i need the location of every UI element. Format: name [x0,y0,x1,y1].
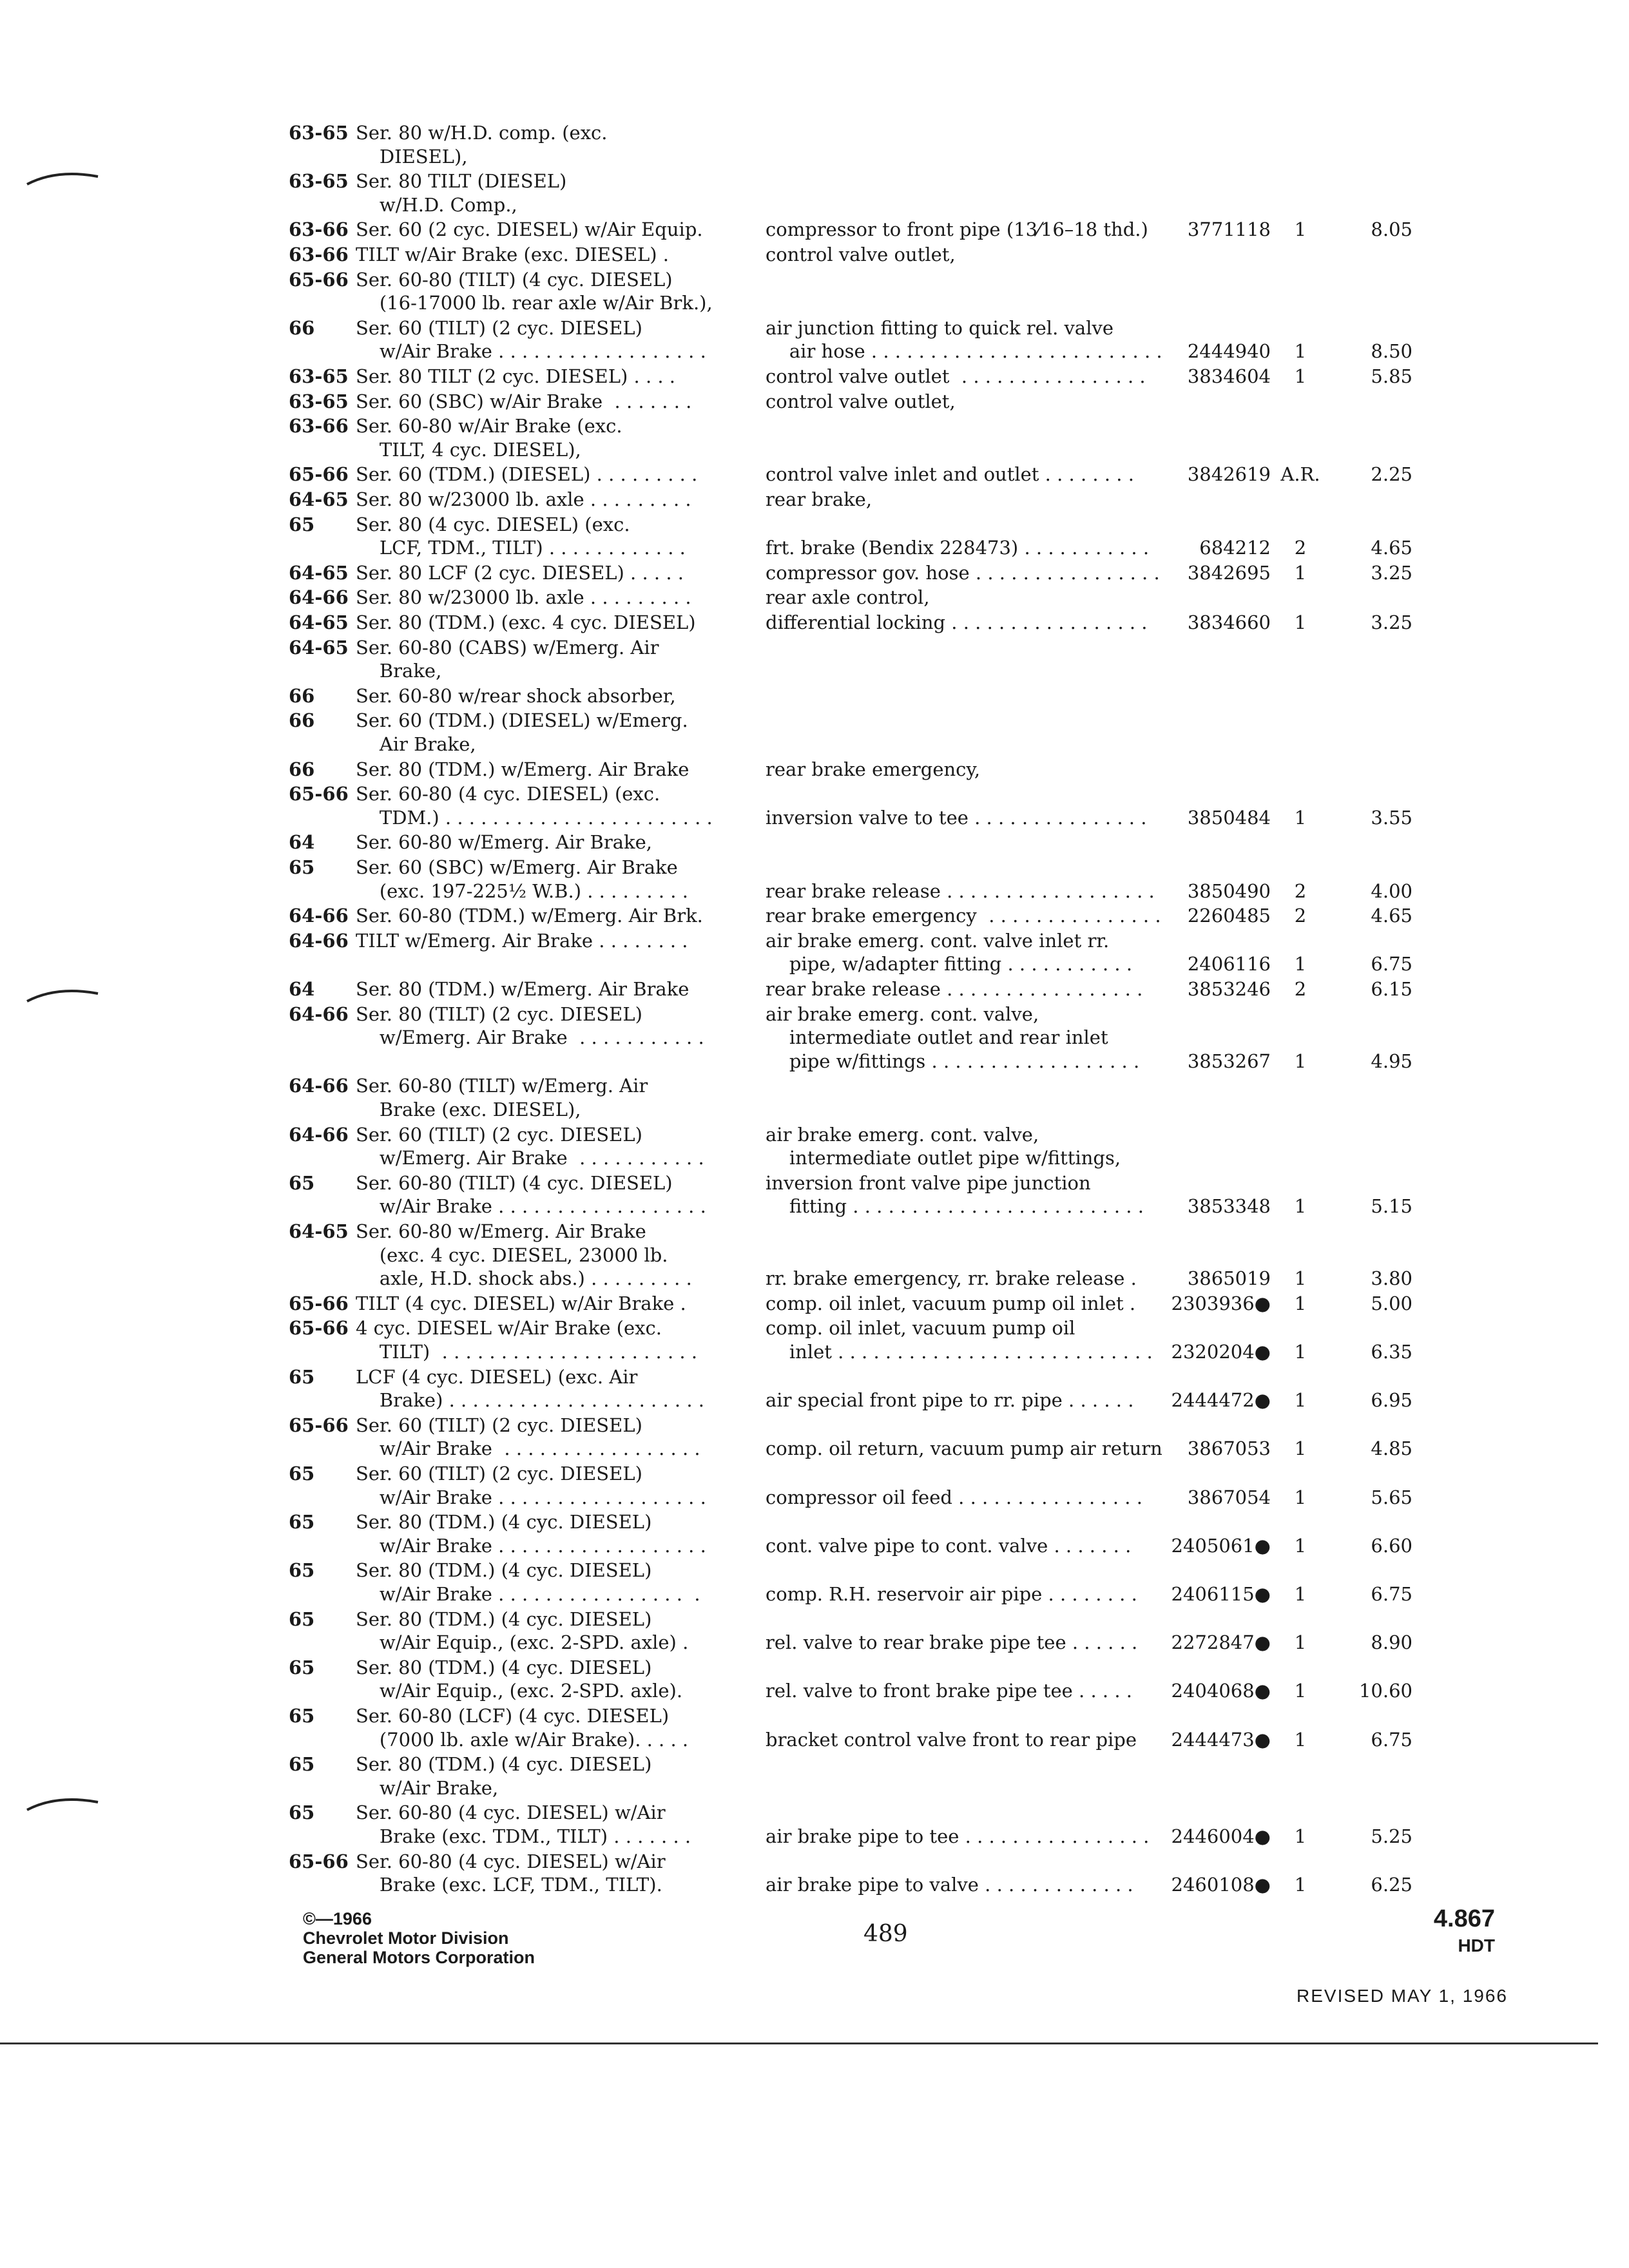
row-part-number: 2444472● [1171,1389,1271,1412]
row-year: 65 [289,856,315,878]
row-model: Ser. 60-80 w/Emerg. Air Brake [356,1220,646,1242]
row-model: Brake (exc. LCF, TDM., TILT). [356,1874,662,1896]
row-part-number: 3850490 [1187,879,1271,902]
row-year: 65 [289,1511,315,1533]
row-description: rear axle control, [766,586,930,609]
row-model: Ser. 60-80 (LCF) (4 cyc. DIESEL) [356,1705,670,1727]
row-model: Ser. 60-80 (CABS) w/Emerg. Air [356,636,659,658]
row-part-number: 2405061● [1171,1534,1271,1557]
row-model: DIESEL), [356,145,468,168]
row-model: w/Air Brake . . . . . . . . . . . . . . . . . . [356,340,706,363]
row-description: air brake emerg. cont. valve, [766,1003,1039,1025]
row-model: Ser. 60-80 (4 cyc. DIESEL) (exc. [356,783,660,805]
row-description: control valve inlet and outlet . . . . . . . . [766,463,1134,486]
row-model: Ser. 80 (TDM.) (4 cyc. DIESEL) [356,1511,652,1533]
row-year: 64-66 [289,1075,349,1097]
row-model: w/Air Brake . . . . . . . . . . . . . . . . . . [356,1534,706,1557]
row-description: rear brake emergency, [766,758,981,780]
row-model: w/H.D. Comp., [356,193,517,216]
page-code-sub: HDT [1458,1936,1495,1956]
row-model: w/Air Brake . . . . . . . . . . . . . . . . . [356,1583,700,1605]
row-description: rear brake, [766,488,872,510]
row-part-number: 2303936● [1171,1292,1271,1314]
row-part-number: 3865019 [1187,1267,1271,1290]
row-model: axle, H.D. shock abs.) . . . . . . . . . [356,1267,692,1290]
row-price: 3.25 [1371,561,1412,584]
row-description: inlet . . . . . . . . . . . . . . . . . . . . . . . . . . . [766,1341,1153,1363]
row-quantity: 1 [1294,1874,1307,1896]
row-year: 64 [289,978,315,1000]
row-year: 63-65 [289,170,349,193]
row-year: 64 [289,831,315,854]
row-part-number: 2404068● [1171,1680,1271,1702]
row-model: Ser. 80 (TDM.) (exc. 4 cyc. DIESEL) [356,611,696,633]
row-model: Air Brake, [356,733,476,755]
row-model: Brake (exc. TDM., TILT) . . . . . . . [356,1825,691,1847]
row-quantity: 1 [1294,611,1307,633]
row-price: 10.60 [1358,1680,1412,1702]
binder-mark-icon [24,169,101,188]
row-description: bracket control valve front to rear pipe [766,1728,1137,1751]
row-model: w/Air Brake, [356,1776,499,1799]
row-quantity: 1 [1294,1292,1307,1314]
row-part-number: 2272847● [1171,1631,1271,1654]
row-price: 8.05 [1371,218,1412,241]
row-model: Ser. 60 (TDM.) (DIESEL) w/Emerg. [356,709,688,732]
row-part-number: 2320204● [1171,1341,1271,1363]
row-model: (exc. 4 cyc. DIESEL, 23000 lb. [356,1244,668,1266]
row-price: 4.95 [1371,1050,1412,1072]
row-model: Ser. 60-80 (TILT) (4 cyc. DIESEL) [356,1171,673,1194]
row-quantity: 1 [1294,1195,1307,1218]
row-description: intermediate outlet and rear inlet [766,1026,1108,1049]
row-description: differential locking . . . . . . . . . . . . . . . . . [766,611,1148,633]
row-model: Ser. 80 (TDM.) (4 cyc. DIESEL) [356,1559,652,1582]
row-quantity: 1 [1294,218,1307,241]
row-quantity: 1 [1294,1680,1307,1702]
row-description: air hose . . . . . . . . . . . . . . . . . . . . . . . . . [766,340,1162,363]
row-quantity: 1 [1294,953,1307,975]
row-model: (16-17000 lb. rear axle w/Air Brk.), [356,292,713,314]
row-model: LCF (4 cyc. DIESEL) (exc. Air [356,1365,638,1388]
row-model: Ser. 60-80 w/Air Brake (exc. [356,415,622,437]
row-quantity: 1 [1294,1534,1307,1557]
row-price: 5.15 [1371,1195,1412,1218]
row-model: Ser. 80 LCF (2 cyc. DIESEL) . . . . . [356,561,684,584]
binder-mark-icon [24,1794,101,1814]
row-part-number: 3867054 [1187,1486,1271,1508]
row-description: comp. oil return, vacuum pump air return [766,1437,1162,1460]
row-quantity: 1 [1294,1341,1307,1363]
row-year: 64-65 [289,1220,349,1242]
row-year: 65 [289,1656,315,1678]
row-part-number: 3853267 [1187,1050,1271,1072]
row-year: 65 [289,1802,315,1824]
row-year: 65 [289,1705,315,1727]
row-model: Brake (exc. DIESEL), [356,1099,581,1120]
row-price: 5.00 [1371,1292,1412,1314]
row-model: TDM.) . . . . . . . . . . . . . . . . . . . . . . . [356,806,713,829]
row-model: Ser. 80 TILT (2 cyc. DIESEL) . . . . [356,365,676,387]
row-part-number: 684212 [1199,537,1271,559]
row-quantity: 1 [1294,1486,1307,1508]
row-price: 6.25 [1371,1874,1412,1896]
row-year: 63-66 [289,415,349,437]
row-model: Ser. 80 (TDM.) (4 cyc. DIESEL) [356,1656,652,1678]
row-model: (exc. 197-225½ W.B.) . . . . . . . . . [356,879,688,902]
row-model: TILT w/Emerg. Air Brake . . . . . . . . [356,929,688,952]
row-year: 65-66 [289,463,349,486]
row-quantity: 1 [1294,1267,1307,1290]
row-model: Ser. 60-80 (TDM.) w/Emerg. Air Brk. [356,905,703,927]
row-description: compressor oil feed . . . . . . . . . . . . . . . . [766,1486,1142,1508]
row-quantity: 1 [1294,1728,1307,1751]
row-description: air special front pipe to rr. pipe . . . . . . [766,1389,1134,1412]
row-year: 65 [289,1171,315,1194]
row-year: 65-66 [289,1292,349,1314]
row-part-number: 2446004● [1171,1825,1271,1847]
row-model: TILT w/Air Brake (exc. DIESEL) . [356,244,669,265]
row-year: 63-65 [289,122,349,144]
row-quantity: 1 [1294,1050,1307,1072]
row-year: 65-66 [289,783,349,805]
row-description: control valve outlet, [766,244,956,265]
row-year: 65 [289,1463,315,1485]
row-part-number: 2260485 [1187,905,1271,927]
row-model: Ser. 80 (TDM.) w/Emerg. Air Brake [356,978,689,1000]
row-part-number: 3842619 [1187,463,1271,486]
revision-date: REVISED MAY 1, 1966 [1296,1986,1508,2006]
row-price: 3.55 [1371,806,1412,829]
row-year: 63-66 [289,218,349,241]
row-price: 6.15 [1371,978,1412,1000]
row-price: 4.65 [1371,905,1412,927]
row-year: 64-66 [289,929,349,952]
row-part-number: 2444473● [1171,1728,1271,1751]
row-model: Ser. 60 (TDM.) (DIESEL) . . . . . . . . . [356,463,698,486]
row-description: air brake emerg. cont. valve inlet rr. [766,929,1110,952]
row-year: 65-66 [289,268,349,291]
row-model: w/Air Brake . . . . . . . . . . . . . . . . . [356,1437,700,1460]
row-year: 65 [289,1753,315,1776]
page-code: 4.867 [1433,1905,1495,1932]
row-quantity: 2 [1294,537,1307,559]
company-division: Chevrolet Motor Division [303,1928,509,1948]
row-model: Ser. 80 (TDM.) (4 cyc. DIESEL) [356,1608,652,1630]
row-model: Ser. 60-80 (TILT) w/Emerg. Air [356,1075,648,1097]
row-description: frt. brake (Bendix 228473) . . . . . . . . . . . [766,537,1150,559]
row-model: Ser. 60 (TILT) (2 cyc. DIESEL) [356,1463,642,1485]
row-year: 64-66 [289,905,349,927]
row-part-number: 2406116 [1187,953,1271,975]
row-part-number: 2460108● [1171,1874,1271,1896]
row-year: 65-66 [289,1850,349,1872]
row-year: 64-65 [289,561,349,584]
row-description: air brake pipe to tee . . . . . . . . . . . . . . . . [766,1825,1150,1847]
row-year: 65 [289,1365,315,1388]
row-year: 64-66 [289,586,349,609]
row-year: 65-66 [289,1414,349,1436]
row-part-number: 3853246 [1187,978,1271,1000]
row-description: fitting . . . . . . . . . . . . . . . . . . . . . . . . . [766,1195,1144,1218]
row-model: Ser. 80 (TDM.) (4 cyc. DIESEL) [356,1753,652,1776]
row-description: rr. brake emergency, rr. brake release . [766,1267,1137,1290]
row-quantity: 1 [1294,365,1307,387]
row-year: 65 [289,1559,315,1582]
row-model: LCF, TDM., TILT) . . . . . . . . . . . . [356,537,686,559]
row-part-number: 3834660 [1187,611,1271,633]
row-quantity: 2 [1294,879,1307,902]
row-price: 6.75 [1371,953,1412,975]
row-year: 63-65 [289,365,349,387]
row-description: control valve outlet, [766,390,956,412]
row-year: 66 [289,684,315,707]
row-price: 4.85 [1371,1437,1412,1460]
row-description: rear brake release . . . . . . . . . . . . . . . . . . [766,879,1155,902]
row-model: Ser. 80 (TILT) (2 cyc. DIESEL) [356,1003,642,1025]
row-year: 66 [289,316,315,339]
row-description: inversion valve to tee . . . . . . . . . . . . . . . [766,806,1147,829]
row-price: 8.50 [1371,340,1412,363]
row-part-number: 3771118 [1187,218,1271,241]
row-part-number: 3867053 [1187,1437,1271,1460]
row-price: 6.75 [1371,1728,1412,1751]
row-description: air brake pipe to valve . . . . . . . . . . . . . [766,1874,1133,1896]
binder-mark-icon [24,986,101,1005]
row-description: rel. valve to rear brake pipe tee . . . . . . [766,1631,1138,1654]
row-part-number: 3850484 [1187,806,1271,829]
row-model: Ser. 80 TILT (DIESEL) [356,170,567,193]
row-quantity: 1 [1294,1583,1307,1605]
row-price: 4.00 [1371,879,1412,902]
row-model: w/Air Brake . . . . . . . . . . . . . . . . . . [356,1486,706,1508]
row-model: w/Air Equip., (exc. 2-SPD. axle). [356,1680,683,1702]
row-quantity: A.R. [1280,463,1320,486]
row-model: Ser. 60 (TILT) (2 cyc. DIESEL) [356,1123,642,1146]
row-model: Ser. 80 (TDM.) w/Emerg. Air Brake [356,758,689,780]
row-model: Ser. 80 w/H.D. comp. (exc. [356,122,608,144]
row-description: air junction fitting to quick rel. valve [766,316,1114,339]
row-model: Ser. 60 (SBC) w/Air Brake . . . . . . . [356,390,692,412]
row-year: 65 [289,1608,315,1630]
copyright-year: ©—1966 [303,1909,372,1928]
row-description: comp. oil inlet, vacuum pump oil [766,1317,1075,1340]
row-model: TILT (4 cyc. DIESEL) w/Air Brake . [356,1292,686,1314]
row-model: w/Emerg. Air Brake . . . . . . . . . . . [356,1026,704,1049]
row-quantity: 1 [1294,561,1307,584]
row-model: Ser. 60 (TILT) (2 cyc. DIESEL) [356,316,642,339]
row-model: Ser. 60-80 (TILT) (4 cyc. DIESEL) [356,268,673,291]
row-price: 6.75 [1371,1583,1412,1605]
row-model: Ser. 60 (TILT) (2 cyc. DIESEL) [356,1414,642,1436]
row-price: 6.60 [1371,1534,1412,1557]
row-model: Brake) . . . . . . . . . . . . . . . . . . . . . . [356,1389,704,1412]
row-description: rear brake release . . . . . . . . . . . . . . . . . [766,978,1143,1000]
row-year: 64-65 [289,488,349,510]
row-model: w/Emerg. Air Brake . . . . . . . . . . . [356,1147,704,1169]
row-quantity: 1 [1294,340,1307,363]
row-quantity: 1 [1294,1437,1307,1460]
row-price: 6.35 [1371,1341,1412,1363]
row-price: 3.80 [1371,1267,1412,1290]
row-year: 64-65 [289,636,349,658]
row-price: 8.90 [1371,1631,1412,1654]
row-price: 2.25 [1371,463,1412,486]
row-model: TILT) . . . . . . . . . . . . . . . . . . . . . . [356,1341,698,1363]
row-part-number: 2444940 [1187,340,1271,363]
row-year: 64-65 [289,611,349,633]
row-model: Ser. 80 w/23000 lb. axle . . . . . . . . . [356,488,691,510]
row-model: w/Air Brake . . . . . . . . . . . . . . . . . . [356,1195,706,1218]
row-quantity: 2 [1294,905,1307,927]
row-description: inversion front valve pipe junction [766,1171,1091,1194]
row-description: rear brake emergency . . . . . . . . . . . . . . . [766,905,1161,927]
row-model: Ser. 60-80 w/rear shock absorber, [356,684,676,707]
row-year: 66 [289,709,315,732]
row-model: Ser. 80 w/23000 lb. axle . . . . . . . . . [356,586,691,609]
row-model: Ser. 60-80 (4 cyc. DIESEL) w/Air [356,1850,666,1872]
row-model: (7000 lb. axle w/Air Brake). . . . . [356,1728,689,1751]
row-description: comp. oil inlet, vacuum pump oil inlet . [766,1292,1136,1314]
row-part-number: 3842695 [1187,561,1271,584]
bottom-rule [0,2042,1598,2044]
row-quantity: 2 [1294,978,1307,1000]
row-part-number: 2406115● [1171,1583,1271,1605]
row-year: 64-66 [289,1123,349,1146]
row-description: cont. valve pipe to cont. valve . . . . . . . [766,1534,1132,1557]
row-description: comp. R.H. reservoir air pipe . . . . . . . . [766,1583,1137,1605]
page-number: 489 [863,1921,908,1947]
row-description: compressor gov. hose . . . . . . . . . . . . . . . . [766,561,1160,584]
row-description: compressor to front pipe (13⁄16–18 thd.) [766,218,1148,241]
row-quantity: 1 [1294,1825,1307,1847]
row-description: pipe, w/adapter fitting . . . . . . . . . . . [766,953,1133,975]
row-quantity: 1 [1294,806,1307,829]
row-price: 5.85 [1371,365,1412,387]
company-corporation: General Motors Corporation [303,1948,535,1967]
row-description: air brake emerg. cont. valve, [766,1123,1039,1146]
row-year: 65 [289,513,315,535]
row-description: pipe w/fittings . . . . . . . . . . . . . . . . . . [766,1050,1140,1072]
row-part-number: 3834604 [1187,365,1271,387]
row-price: 3.25 [1371,611,1412,633]
row-model: w/Air Equip., (exc. 2-SPD. axle) . [356,1631,689,1654]
row-year: 63-66 [289,244,349,265]
row-model: Ser. 60-80 w/Emerg. Air Brake, [356,831,652,854]
row-price: 4.65 [1371,537,1412,559]
row-price: 5.25 [1371,1825,1412,1847]
row-model: Ser. 60-80 (4 cyc. DIESEL) w/Air [356,1802,666,1824]
row-model: TILT, 4 cyc. DIESEL), [356,438,581,461]
row-quantity: 1 [1294,1631,1307,1654]
row-price: 5.65 [1371,1486,1412,1508]
row-description: rel. valve to front brake pipe tee . . . . . [766,1680,1132,1702]
row-part-number: 3853348 [1187,1195,1271,1218]
row-year: 66 [289,758,315,780]
row-year: 64-66 [289,1003,349,1025]
row-model: Ser. 60 (2 cyc. DIESEL) w/Air Equip. [356,218,703,241]
row-year: 65-66 [289,1317,349,1340]
row-model: Brake, [356,660,442,682]
row-year: 63-65 [289,390,349,412]
row-quantity: 1 [1294,1389,1307,1412]
row-description: control valve outlet . . . . . . . . . . . . . . . . [766,365,1146,387]
row-model: 4 cyc. DIESEL w/Air Brake (exc. [356,1317,662,1340]
row-description: intermediate outlet pipe w/fittings, [766,1147,1121,1169]
row-price: 6.95 [1371,1389,1412,1412]
row-model: Ser. 80 (4 cyc. DIESEL) (exc. [356,513,630,535]
row-model: Ser. 60 (SBC) w/Emerg. Air Brake [356,856,678,878]
